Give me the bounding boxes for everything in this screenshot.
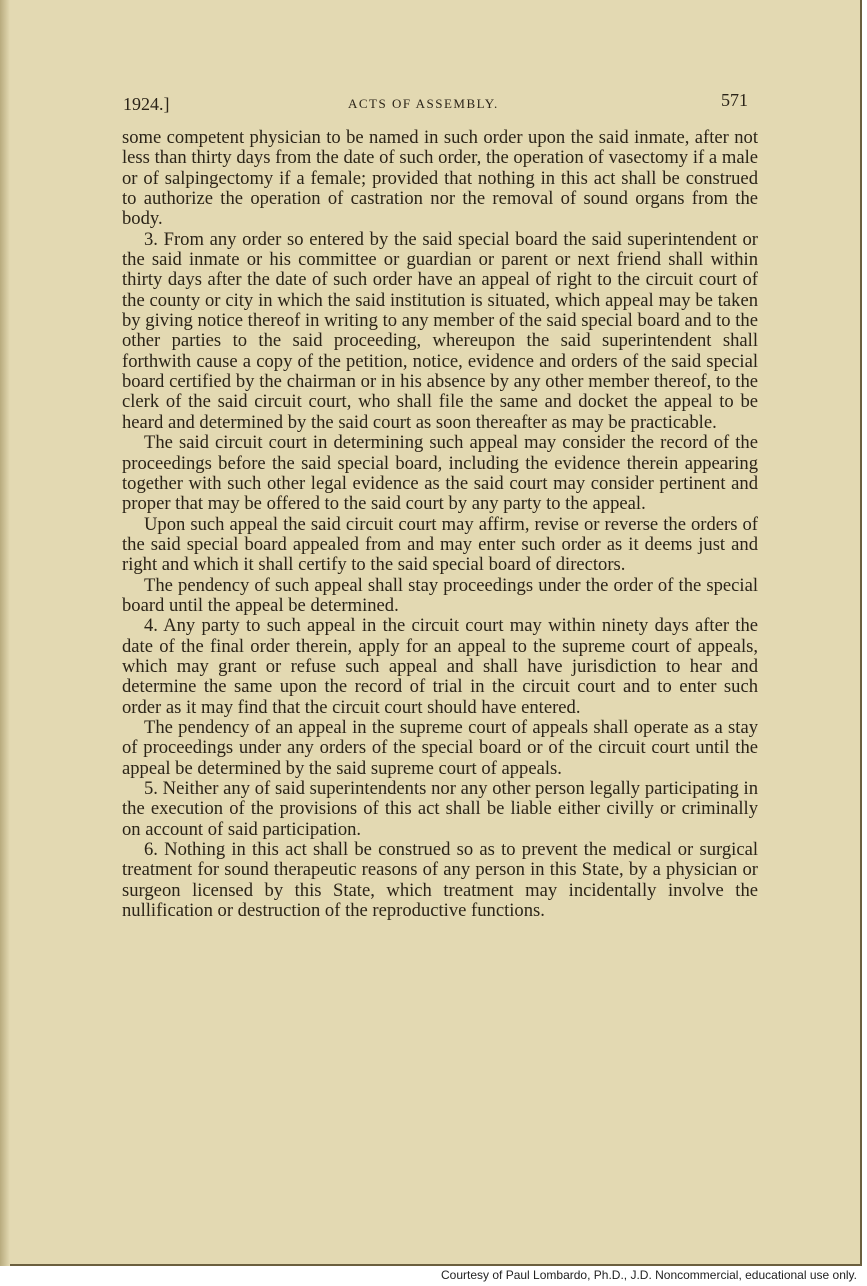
paragraph-appeal-stay: The pendency of such appeal shall stay proceedings under the order of the special board until the appeal be determined. [122, 574, 758, 616]
header-year: 1924.] [123, 94, 170, 114]
paragraph-continuation: some competent physician to be named in such order upon the said inmate, after not less than thirty days from the date of such order, the operation of vasectomy if a male or of salpingectomy if a female; provided that nothing in this act shall be construed to authorize the operation of castration nor the removal of sound organs from the body. [122, 127, 758, 230]
paragraph-section-6: 6. Nothing in this act shall be construed so as to prevent the medical or surgical treatment for sound therapeutic reasons of any person in this State, by a physician or surgeon licensed by this State, which treatment may incidentally involve the nullification or destruction of the reproductive functions. [122, 839, 758, 922]
page-number: 571 [721, 90, 748, 110]
paragraph-section-5: 5. Neither any of said superintendents nor any other person legally participating in the execution of the provisions of this act shall be liable either civilly or criminally on account of said participation. [122, 778, 758, 840]
paragraph-appeal-record: The said circuit court in determining such appeal may consider the record of the proceedings before the said special board, including the evidence therein appearing together with such other legal evidence as the said court may consider pertinent and proper that may be offered to the said court by any party to the appeal. [122, 432, 758, 515]
paragraph-section-3: 3. From any order so entered by the said special board the said superintendent or the said inmate or his committee or guardian or parent or next friend shall within thirty days after the date of such order have an appeal of right to the circuit court of the county or city in which the said institution is situated, which appeal may be taken by giving notice thereof in writing to any member of the said special board and to the other parties to the said proceeding, whereupon the said superintendent shall forthwith cause a copy of the petition, notice, evidence and orders of the said special board certified by the chairman or in his absence by any other member thereof, to the clerk of the said circuit court, who shall file the same and docket the appeal to be heard and determined by the said court as soon thereafter as may be practicable. [122, 228, 758, 433]
paragraph-section-4: 4. Any party to such appeal in the circuit court may within ninety days after the date of the final order therein, apply for an appeal to the supreme court of appeals, which may grant or refuse such appeal and shall have jurisdiction to hear and determine the same upon the record of trial in the circuit court and to enter such order as it may find that the circuit court should have entered. [122, 615, 758, 718]
paragraph-appeal-orders: Upon such appeal the said circuit court may affirm, revise or reverse the orders of the said special board appealed from and may enter such order as it deems just and right and which it shall certify to the said special board of directors. [122, 513, 758, 576]
paragraph-supreme-stay: The pendency of an appeal in the supreme court of appeals shall operate as a stay of proceedings under any orders of the special board or of the circuit court until the appeal be determined by the said supreme court of appeals. [122, 716, 758, 779]
page-body [122, 128, 758, 921]
header-title: ACTS OF ASSEMBLY. [348, 96, 499, 111]
page-edge-shadow [0, 0, 10, 1266]
footer-credit: Courtesy of Paul Lombardo, Ph.D., J.D. Noncommercial, educational use only. [441, 1268, 857, 1282]
page-header [123, 90, 748, 120]
